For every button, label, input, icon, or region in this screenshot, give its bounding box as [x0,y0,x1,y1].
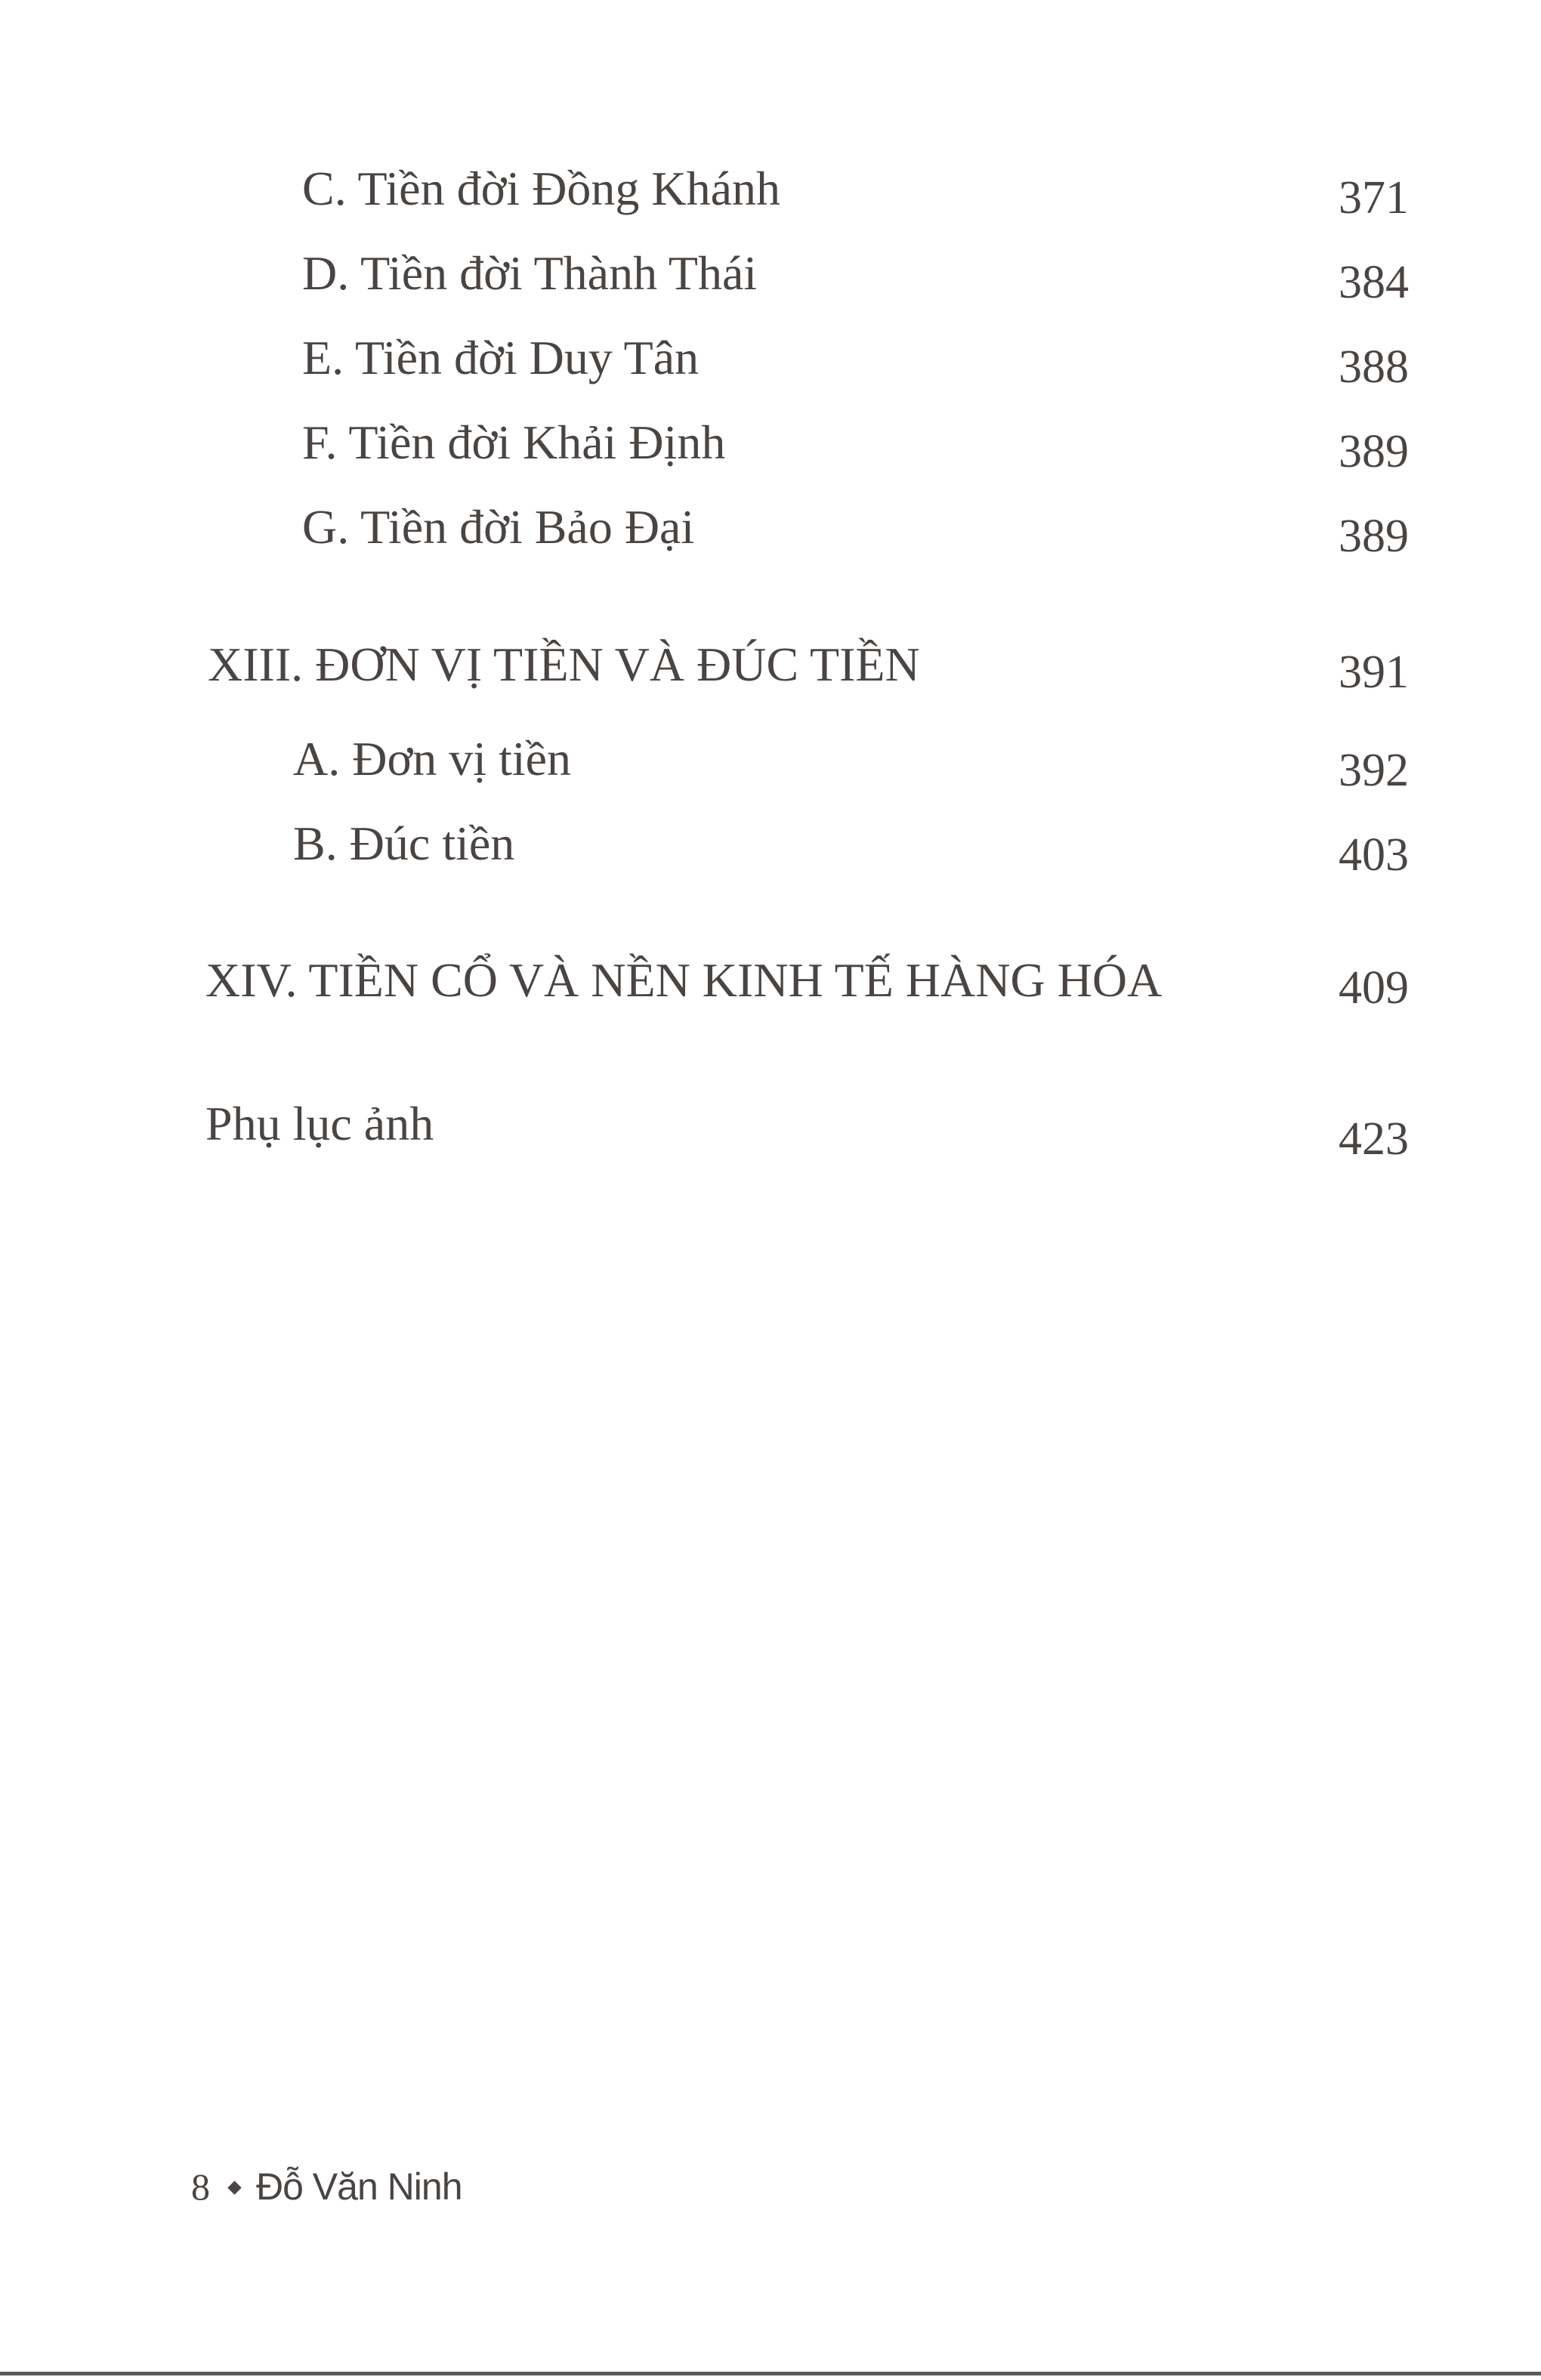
bottom-edge-rule [0,2372,1541,2375]
bullet-icon [227,2181,241,2194]
footer-page-number: 8 [191,2165,210,2208]
toc-title: F. Tiền đời Khải Định [302,415,726,469]
toc-page-number: 403 [1339,829,1409,881]
toc-title: B. Đúc tiền [293,816,515,870]
toc-chapter-title: XIV. TIỀN CỔ VÀ NỀN KINH TẾ HÀNG HÓA [205,953,1163,1007]
toc-title: G. Tiền đời Bảo Đại [302,500,695,554]
toc-page-number: 371 [1339,172,1409,224]
toc-page-number: 389 [1339,426,1409,477]
toc-title: E. Tiền đời Duy Tân [302,331,699,384]
toc-title: C. Tiền đời Đồng Khánh [302,162,781,215]
toc-page-number: 392 [1339,745,1409,796]
toc-title: Phụ lục ảnh [205,1097,434,1150]
toc-page-number: 423 [1339,1113,1409,1165]
toc-page-number: 388 [1339,341,1409,393]
toc-title: A. Đơn vị tiền [293,732,572,786]
page-footer [191,2160,462,2213]
toc-page-number: 389 [1339,511,1409,562]
footer-author: Đỗ Văn Ninh [256,2165,462,2208]
toc-page-number: 384 [1339,257,1409,308]
toc-page-number: 391 [1339,647,1409,698]
toc-title: D. Tiền đời Thành Thái [302,246,758,300]
toc-chapter-title: XIII. ĐƠN VỊ TIỀN VÀ ĐÚC TIỀN [208,637,920,691]
toc-page-number: 409 [1339,962,1409,1014]
